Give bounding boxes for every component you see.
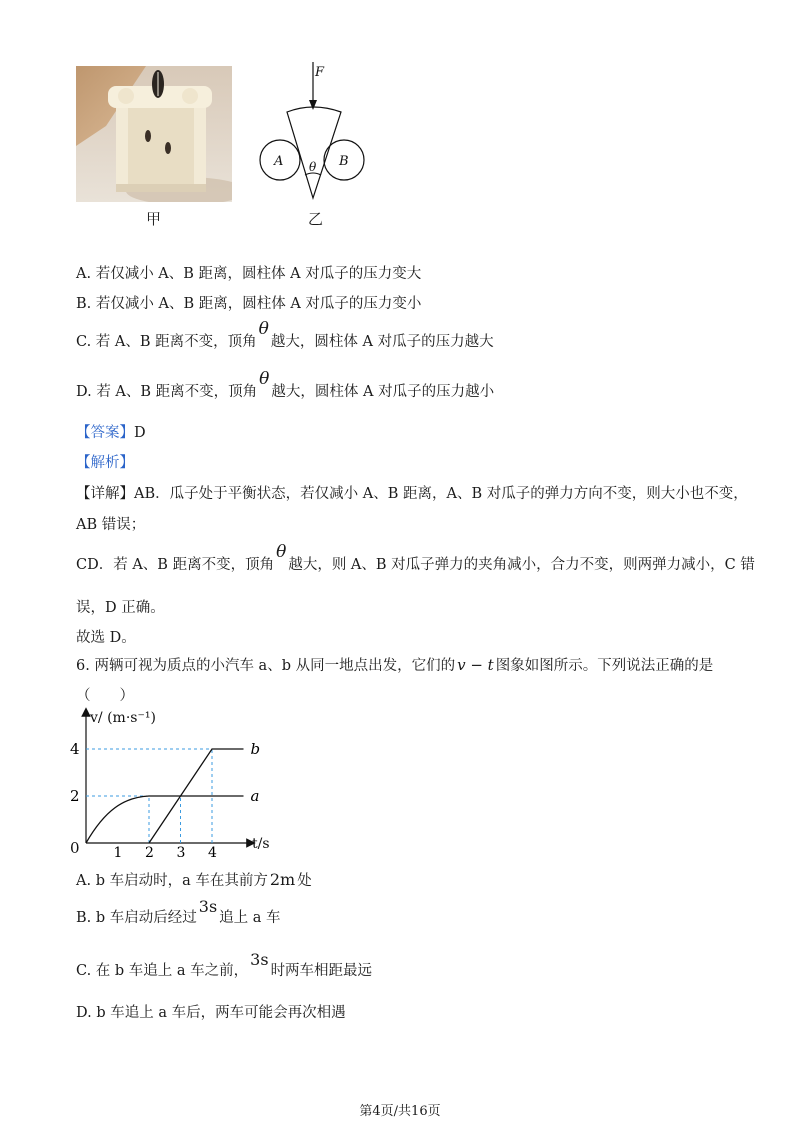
q5-option-d-pre: D. 若 A、B 距离不变，顶角 [76, 384, 258, 400]
page-footer: 第4页/共16页 [359, 1104, 441, 1119]
y-tick-2: 2 [70, 787, 80, 805]
detail-line-2: AB 错误； [76, 517, 146, 533]
q6-option-c-post: 时两车相距最远 [270, 963, 373, 979]
force-diagram [255, 60, 385, 214]
theta-label: θ [309, 160, 317, 174]
y-axis-label: v/ (m·s⁻¹) [90, 710, 156, 726]
q6-option-b-pre: B. b 车启动后经过 [76, 910, 197, 926]
q6-stem [76, 654, 713, 675]
x-tick-3: 3 [176, 845, 186, 861]
answer-tag: 【答案】 [76, 425, 134, 441]
figure-caption-jia: 甲 [146, 210, 162, 228]
analysis-tag: 【解析】 [76, 455, 134, 471]
q6-option-b-val: 3s [198, 897, 218, 916]
y-tick-4: 4 [70, 740, 80, 758]
detail-line-5: 故选 D。 [76, 630, 136, 646]
q5-option-c [76, 319, 494, 351]
q5-option-a: A. 若仅减小 A、B 距离，圆柱体 A 对瓜子的压力变大 [76, 266, 422, 282]
detail-tag: 【详解】 [76, 486, 134, 502]
q6-option-b-post: 追上 a 车 [219, 910, 281, 926]
origin-label: 0 [70, 839, 80, 857]
q6-option-c [76, 950, 373, 980]
q6-stem-pre: 6. 两辆可视为质点的小汽车 a、b 从同一地点出发，它们的 [76, 658, 456, 674]
q6-option-c-pre: C. 在 b 车追上 a 车之前， [76, 963, 249, 979]
detail-line-3 [76, 542, 755, 574]
q6-option-a-post: 处 [297, 873, 312, 889]
cylinder-b-label: B [339, 154, 349, 169]
series-a-label: a [250, 787, 260, 805]
q5-option-d-post: 越大，圆柱体 A 对瓜子的压力越小 [271, 384, 495, 400]
detail-text-3-pre: CD．若 A、B 距离不变，顶角 [76, 557, 275, 573]
q5-option-c-theta: θ [258, 319, 269, 339]
answer-value: D [134, 425, 146, 441]
q6-option-a [76, 869, 312, 890]
answer-line [76, 421, 146, 442]
q6-option-a-val: 2m [269, 870, 296, 889]
q6-option-b [76, 897, 281, 927]
q5-option-d [76, 369, 495, 401]
detail-text-1: AB．瓜子处于平衡状态，若仅减小 A、B 距离，A、B 对瓜子的弹力方向不变，则大小也不变， [134, 486, 748, 502]
q6-paren: （ ） [76, 688, 134, 704]
q6-option-c-val: 3s [250, 950, 269, 969]
photo-seed-cutter [76, 66, 232, 202]
q5-option-b: B. 若仅减小 A、B 距离，圆柱体 A 对瓜子的压力变小 [76, 296, 422, 312]
x-axis-label: t/s [252, 836, 270, 852]
q6-stem-vt: v − t [457, 656, 494, 674]
q5-option-d-theta: θ [259, 369, 270, 389]
q6-option-a-pre: A. b 车启动时，a 车在其前方 [76, 873, 268, 889]
x-tick-2: 2 [145, 845, 154, 861]
detail-line-4: 误，D 正确。 [76, 600, 165, 616]
q5-option-c-pre: C. 若 A、B 距离不变，顶角 [76, 334, 257, 350]
x-tick-4: 4 [208, 845, 217, 861]
q6-option-d: D. b 车追上 a 车后，两车可能会再次相遇 [76, 1005, 346, 1021]
vt-chart [66, 702, 270, 866]
detail-theta: θ [276, 542, 287, 562]
q6-stem-post: 图象如图所示。下列说法正确的是 [495, 658, 714, 674]
force-label: F [315, 65, 325, 80]
figure-caption-yi: 乙 [308, 210, 324, 228]
detail-text-3-post: 越大，则 A、B 对瓜子弹力的夹角减小，合力不变，则两弹力减小，C 错 [288, 557, 755, 573]
q5-option-c-post: 越大，圆柱体 A 对瓜子的压力越大 [270, 334, 494, 350]
detail-line-1 [76, 482, 748, 503]
cylinder-a-label: A [274, 154, 284, 169]
x-tick-1: 1 [113, 845, 123, 861]
series-b-label: b [250, 740, 261, 758]
